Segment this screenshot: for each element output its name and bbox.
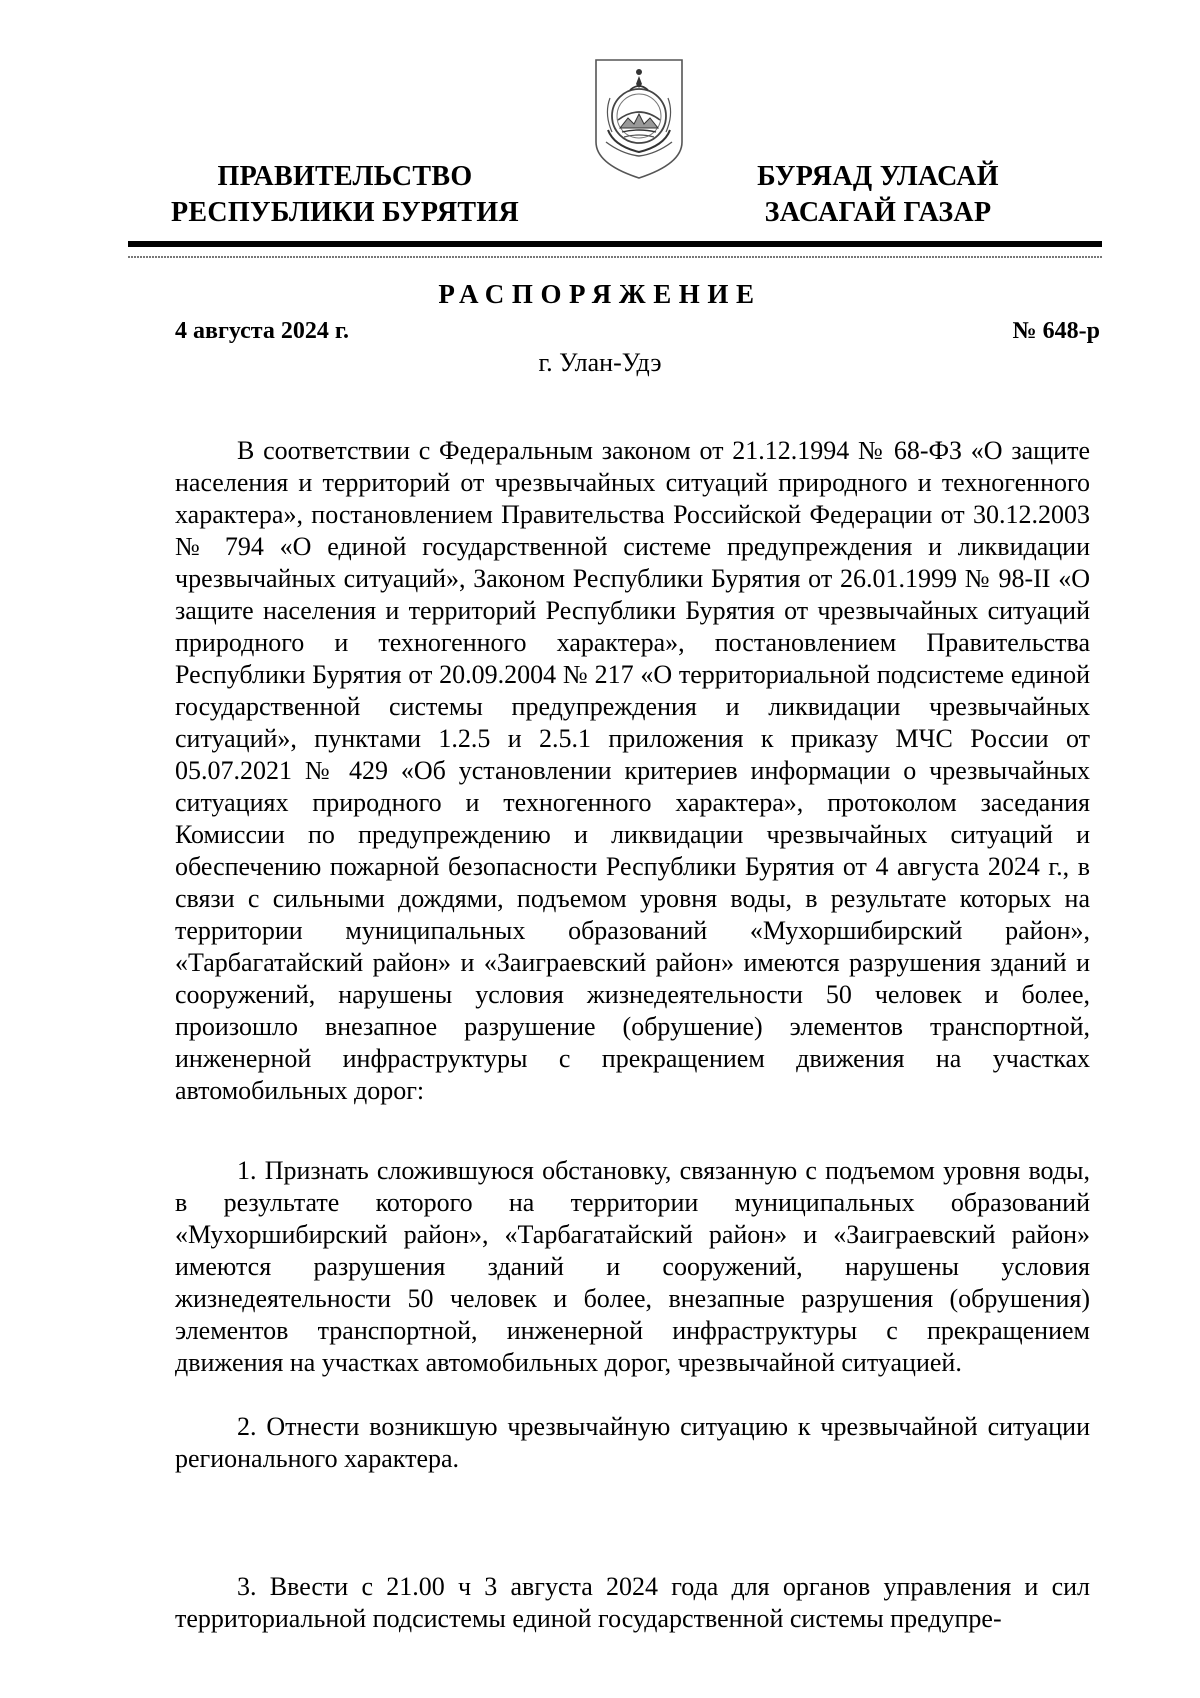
item-2-paragraph <box>175 1411 1090 1475</box>
item-2-text: 2. Отнести возникшую чрезвычайную ситуацию к чрезвычайной ситуации регионального характера. <box>175 1412 1090 1473</box>
document-number: № 648-р <box>1012 318 1100 344</box>
header-left-line2: РЕСПУБЛИКИ БУРЯТИЯ <box>171 197 519 228</box>
document-date: 4 августа 2024 г. <box>175 318 350 344</box>
header-right-line1: БУРЯАД УЛАСАЙ <box>757 161 999 192</box>
header-rule-thin <box>128 256 1102 258</box>
document-title: РАСПОРЯЖЕНИЕ <box>438 279 762 309</box>
header-right-line2: ЗАСАГАЙ ГАЗАР <box>764 197 992 228</box>
header-rule-thick <box>128 241 1102 247</box>
intro-text: В соответствии с Федеральным законом от 21.12.1994 № 68-ФЗ «О защите населения и территорий от чрезвычайных ситуаций природного и техногенного характера», постановлением Правительства Российской Федерации от 30.12.2003 № 794 «О единой государственной системе предупреждения и ликвидации чрезвычайных ситуаций», Законом Республики Бурятия от 26.01.1999 № 98-II «О защите населения и территорий Республики Бурятия от чрезвычайных ситуаций природного и техногенного характера», постановлением Правительства Республики Бурятия от 20.09.2004 № 217 «О территориальной подсистеме единой государственной системы предупреждения и ликвидации чрезвычайных ситуаций», пунктами 1.2.5 и 2.5.1 приложения к приказу МЧС России от 05.07.2021 № 429 «Об установлении критериев информации о чрезвычайных ситуациях природного и техногенного характера», протоколом заседания Комиссии по предупреждению и ликвидации чрезвычайных ситуаций и обеспечению пожарной безопасности Республики Бурятия от 4 августа 2024 г., в связи с сильными дождями, подъемом уровня воды, в результате которых на территории муниципальных образований «Мухоршибирский район», «Тарбагатайский район» и «Заиграевский район» имеются разрушения зданий и сооружений, нарушены условия жизнедеятельности 50 человек и более, произошло внезапное разрушение (обрушение) элементов транспортной, инженерной инфраструктуры с прекращением движения на участках автомобильных дорог: <box>175 436 1090 1105</box>
header-left-line1: ПРАВИТЕЛЬСТВО <box>217 161 473 192</box>
item-3-paragraph <box>175 1571 1090 1635</box>
document-city: г. Улан-Удэ <box>538 348 662 377</box>
item-3-text: 3. Ввести с 21.00 ч 3 августа 2024 года для органов управления и сил территориальной подсистемы единой государственной системы предупре- <box>175 1572 1090 1633</box>
header-right <box>728 159 1028 231</box>
item-1-paragraph <box>175 1155 1090 1379</box>
header-left <box>150 159 540 231</box>
coat-of-arms-icon <box>594 58 684 180</box>
intro-paragraph <box>175 435 1090 1107</box>
item-1-text: 1. Признать сложившуюся обстановку, связанную с подъемом уровня воды, в результате которого на территории муниципальных образований «Мухоршибирский район», «Тарбагатайский район» и «Заиграевский район» имеются разрушения зданий и сооружений, нарушены условия жизнедеятельности 50 человек и более, внезапные разрушения (обрушения) элементов транспортной, инженерной инфраструктуры с прекращением движения на участках автомобильных дорог, чрезвычайной ситуацией. <box>175 1156 1090 1377</box>
